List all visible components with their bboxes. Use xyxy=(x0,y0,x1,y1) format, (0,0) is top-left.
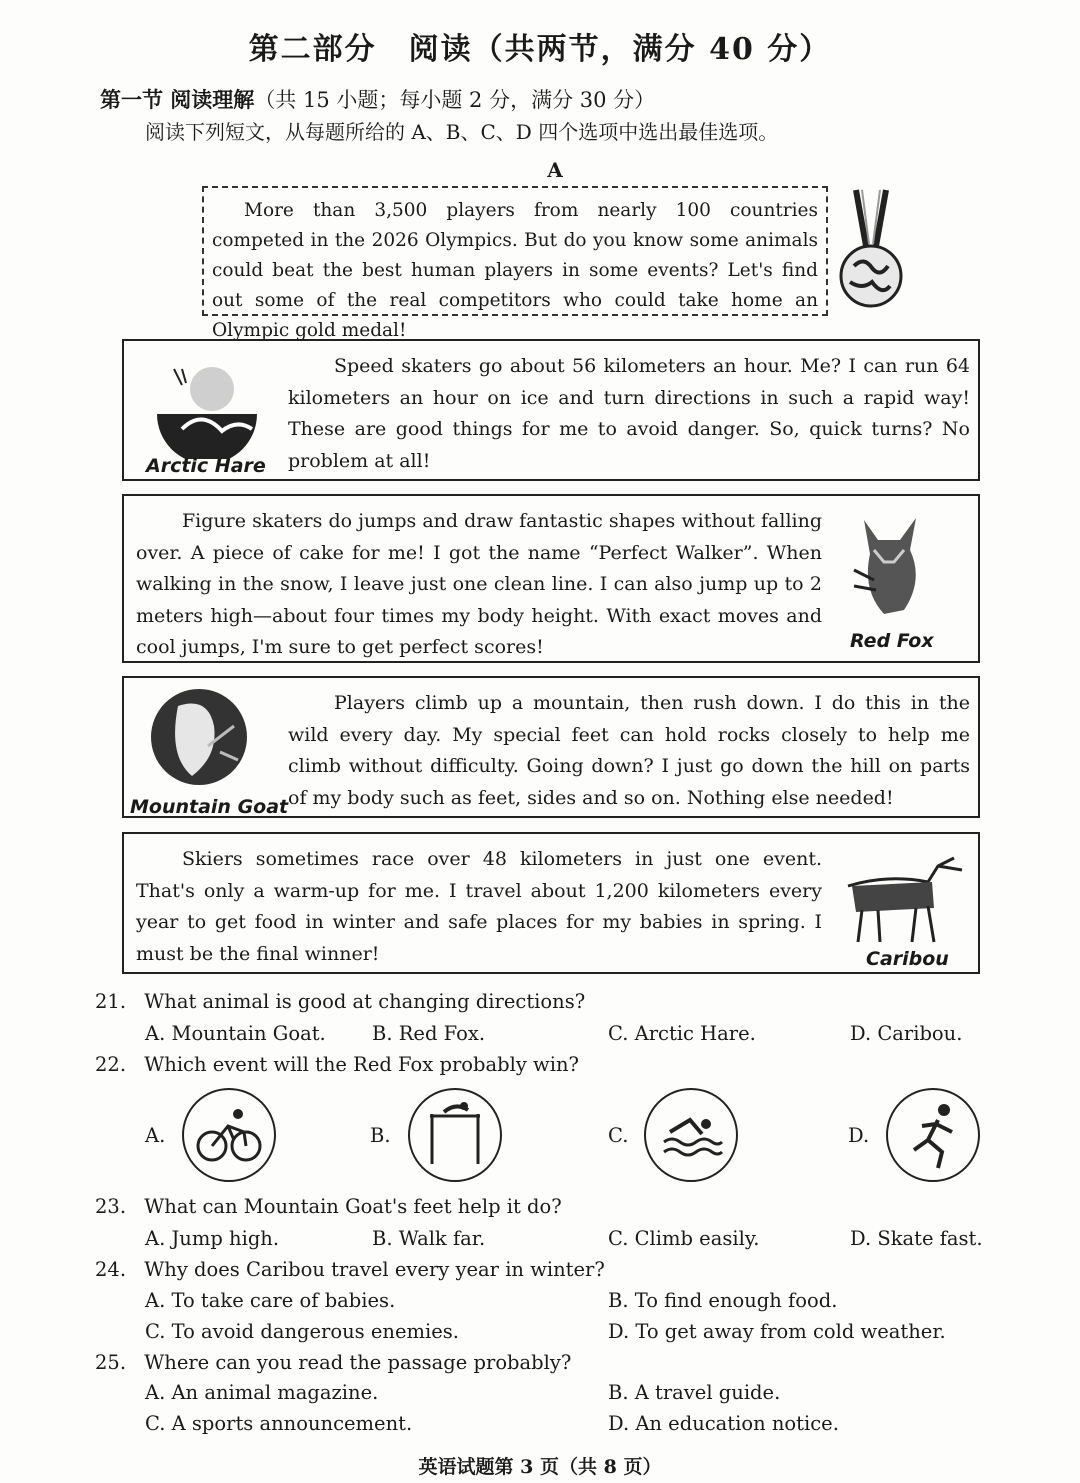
question-24 xyxy=(95,1258,605,1281)
q24-option-c[interactable]: C. To avoid dangerous enemies. xyxy=(145,1320,459,1343)
section-detail: （共 15 小题；每小题 2 分，满分 30 分） xyxy=(254,88,656,112)
red-fox-image xyxy=(844,510,934,620)
question-25 xyxy=(95,1351,571,1374)
page-title: 第二部分 阅读（共两节，满分 40 分） xyxy=(248,32,832,67)
q25-option-d[interactable]: D. An education notice. xyxy=(608,1412,839,1435)
q25-option-a[interactable]: A. An animal magazine. xyxy=(145,1381,379,1404)
q22-option-d[interactable]: D. xyxy=(848,1124,870,1147)
page-footer: 英语试题第 3 页（共 8 页） xyxy=(418,1456,662,1478)
question-number: 22. xyxy=(95,1053,127,1076)
card-text xyxy=(136,506,822,664)
animal-card-mountain-goat xyxy=(122,676,980,818)
question-text: Where can you read the passage probably? xyxy=(144,1351,572,1374)
question-number: 21. xyxy=(95,990,127,1013)
question-text: Why does Caribou travel every year in winter? xyxy=(144,1258,605,1281)
question-number: 23. xyxy=(95,1195,127,1218)
running-icon[interactable] xyxy=(886,1088,980,1182)
q25-option-b[interactable]: B. A travel guide. xyxy=(608,1381,781,1404)
arctic-hare-image xyxy=(152,359,262,459)
animal-name-red-fox: Red Fox xyxy=(850,630,934,652)
question-21 xyxy=(95,990,585,1013)
animal-card-arctic-hare xyxy=(122,339,980,481)
question-text: What animal is good at changing directions? xyxy=(144,990,586,1013)
question-23 xyxy=(95,1195,562,1218)
q21-option-b[interactable]: B. Red Fox. xyxy=(372,1022,486,1045)
animal-card-red-fox xyxy=(122,494,980,663)
red-fox-text: Figure skaters do jumps and draw fantastic shapes without falling over. A piece of cake for me! I got the name “Perfect Walker”. When walking in the snow, I leave just one clean line. I can also jump up to 2 meters high—about four times my body height. With exact moves and cool jumps, I'm sure to get perfect scores! xyxy=(136,510,822,658)
section-heading xyxy=(100,84,655,114)
animal-name-caribou: Caribou xyxy=(866,948,949,970)
q23-option-d[interactable]: D. Skate fast. xyxy=(850,1227,983,1250)
question-number: 24. xyxy=(95,1258,127,1281)
q21-option-d[interactable]: D. Caribou. xyxy=(850,1022,963,1045)
q23-option-b[interactable]: B. Walk far. xyxy=(372,1227,486,1250)
intro-box xyxy=(202,186,828,341)
medal-icon xyxy=(836,186,906,316)
animal-card-caribou xyxy=(122,832,980,974)
question-text: What can Mountain Goat's feet help it do? xyxy=(144,1195,562,1218)
mountain-goat-text: Players climb up a mountain, then rush down. I do this in the wild every day. My special feet can hold rocks closely to help me climb without difficulty. Going down? I just go down the hill on parts of my body such as feet, sides and so on. Nothing else needed! xyxy=(288,692,970,809)
caribou-text: Skiers sometimes race over 48 kilometers in just one event. That's only a warm-up for me. I travel about 1,200 kilometers every year to get food in winter and safe places for my babies in spring. I must be the final winner! xyxy=(136,848,822,965)
q24-option-b[interactable]: B. To find enough food. xyxy=(608,1289,838,1312)
animal-name-mountain-goat: Mountain Goat xyxy=(130,796,289,818)
section-name: 第一节 阅读理解 xyxy=(100,87,255,112)
q22-option-b[interactable]: B. xyxy=(370,1124,391,1147)
arctic-hare-text: Speed skaters go about 56 kilometers an hour. Me? I can run 64 kilometers an hour on ice and turn directions in such a rapid way! These are good things for me to avoid danger. So, quick turns? No problem at all! xyxy=(288,355,970,472)
question-number: 25. xyxy=(95,1351,127,1374)
q21-option-c[interactable]: C. Arctic Hare. xyxy=(608,1022,756,1045)
caribou-image xyxy=(838,846,968,946)
q24-option-d[interactable]: D. To get away from cold weather. xyxy=(608,1320,946,1343)
q23-option-a[interactable]: A. Jump high. xyxy=(145,1227,280,1250)
instruction: 阅读下列短文，从每题所给的 A、B、C、D 四个选项中选出最佳选项。 xyxy=(145,120,779,144)
question-22 xyxy=(95,1053,579,1076)
q25-option-c[interactable]: C. A sports announcement. xyxy=(145,1412,413,1435)
card-text xyxy=(136,844,822,970)
swimming-icon[interactable] xyxy=(644,1088,738,1182)
q22-option-a[interactable]: A. xyxy=(145,1124,166,1147)
card-text xyxy=(288,351,970,477)
q24-option-a[interactable]: A. To take care of babies. xyxy=(145,1289,396,1312)
q22-option-c[interactable]: C. xyxy=(608,1124,629,1147)
q21-option-a[interactable]: A. Mountain Goat. xyxy=(145,1022,326,1045)
passage-letter: A xyxy=(547,158,563,182)
intro-text: More than 3,500 players from nearly 100 countries competed in the 2026 Olympics. But do you know some animals could beat the best human players in some events? Let's find out some of the real competitors who could take home an Olympic gold medal! xyxy=(212,200,818,341)
card-text xyxy=(288,688,970,814)
cycling-icon[interactable] xyxy=(182,1088,276,1182)
q23-option-c[interactable]: C. Climb easily. xyxy=(608,1227,760,1250)
animal-name-arctic-hare: Arctic Hare xyxy=(146,455,266,477)
mountain-goat-image xyxy=(148,686,250,788)
high-jump-icon[interactable] xyxy=(408,1088,502,1182)
question-text: Which event will the Red Fox probably win? xyxy=(144,1053,579,1076)
